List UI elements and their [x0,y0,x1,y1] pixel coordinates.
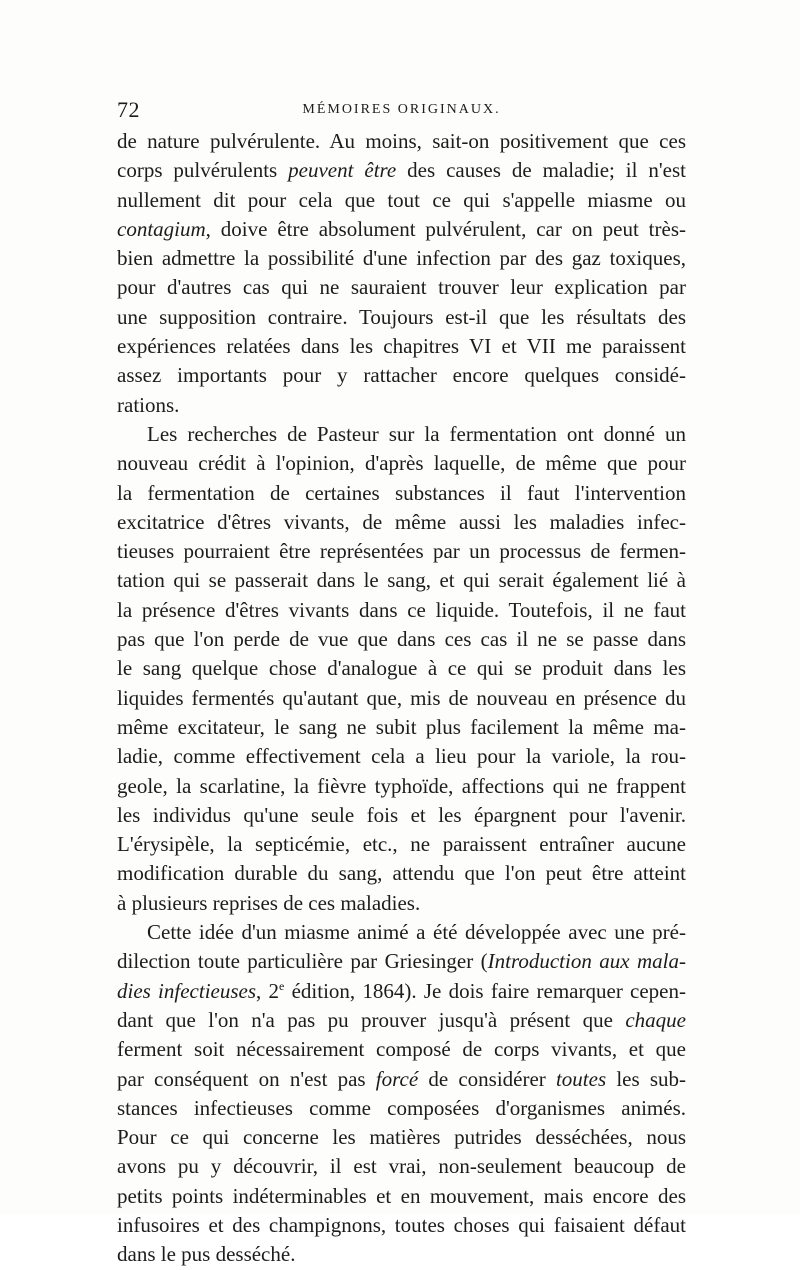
text-segment: assez importants pour y rattacher encore quelques considé- [117,363,686,388]
text-line [117,566,686,595]
text-line [117,801,686,830]
text-line [117,244,686,273]
text-line [117,215,686,244]
text-segment: le sang quelque chose d'analogue à ce qui se produit dans les [117,656,686,681]
text-segment: ladie, comme effectivement cela a lieu pour la variole, la rou- [117,744,686,769]
text-line [117,303,686,332]
text-line [117,479,686,508]
text-segment: dans le pus desséché. [117,1242,296,1267]
text-line [117,654,686,683]
text-line [117,332,686,361]
text-line [117,830,686,859]
text-segment: avons pu y découvrir, il est vrai, non-seulement beaucoup de [117,1154,686,1179]
text-line [117,156,686,185]
text-line [117,273,686,302]
text-segment: de nature pulvérulente. Au moins, sait-on positivement que ces [117,129,686,153]
text-line [117,1094,686,1123]
text-line [117,127,686,156]
text-segment: dant que l'on n'a pas pu prouver jusqu'à présent que [117,1007,626,1032]
text-line [117,1035,686,1064]
text-segment: de considérer [418,1066,556,1091]
text-line [117,1240,686,1269]
text-segment: ferment soit nécessairement composé de corps vivants, et que [117,1037,686,1062]
text-segment: expériences relatées dans les chapitres VI et VII me paraissent [117,334,686,359]
text-segment: corps pulvérulents [117,158,289,183]
text-segment: Pour ce qui concerne les matières putrides desséchées, nous [117,1125,686,1150]
text-line [117,1211,686,1240]
text-line [117,596,686,625]
text-segment: tieuses pourraient être représentées par un processus de fermen- [117,539,686,564]
text-segment: petits points indéterminables et en mouvement, mais encore des [117,1183,686,1208]
text-segment: des causes de maladie; il n'est [396,158,687,183]
italic-text: forcé [375,1066,419,1091]
running-title: MÉMOIRES ORIGINAUX. [302,102,501,117]
text-line [117,420,686,449]
text-segment: nouveau crédit à l'opinion, d'après laquelle, de même que pour [117,451,686,476]
text-segment: geole, la scarlatine, la fièvre typhoïde, affections qui ne frappent [117,773,686,798]
text-line [117,1065,686,1094]
text-line [117,889,686,918]
text-line [117,186,686,215]
text-line [117,1006,686,1035]
text-segment: les sub- [606,1066,686,1091]
text-segment: Cette idée d'un miasme animé a été développée avec une pré- [147,920,686,945]
italic-text: Introduction aux mala- [487,949,686,974]
text-segment: dilection toute particulière par Griesinger ( [117,949,488,974]
text-line [117,684,686,713]
text-line [117,742,686,771]
text-line [117,947,686,976]
running-head [117,96,686,124]
text-line [117,391,686,420]
text-line [117,1182,686,1211]
text-segment: édition, 1864). Je dois faire remarquer cepen- [284,978,686,1003]
text-segment: stances infectieuses comme composées d'organismes animés. [117,1095,686,1120]
text-segment: excitatrice d'êtres vivants, de même aussi les maladies infec- [117,509,686,534]
text-segment: L'érysipèle, la septicémie, etc., ne paraissent entraîner aucune [117,832,686,857]
text-segment: nullement dit pour cela que tout ce qui s'appelle miasme ou [117,187,686,212]
italic-text: peuvent être [288,158,397,183]
italic-text: dies infectieuses [117,978,257,1003]
text-segment: modification durable du sang, attendu que l'on peut être atteint [117,861,686,886]
text-line [117,772,686,801]
text-segment: même excitateur, le sang ne subit plus facilement la même ma- [117,714,686,739]
italic-text: contagium [117,216,206,241]
text-segment: une supposition contraire. Toujours est-il que les résultats des [117,304,686,329]
body-text [117,127,686,1270]
text-segment: pour d'autres cas qui ne sauraient trouver leur explication par [117,275,686,300]
text-line [117,713,686,742]
text-line [117,859,686,888]
text-line [117,1123,686,1152]
text-segment: la fermentation de certaines substances il faut l'intervention [117,480,686,505]
text-segment: rations. [117,392,180,417]
text-segment: infusoires et des champignons, toutes choses qui faisaient défaut [117,1212,686,1237]
text-segment: la présence d'êtres vivants dans ce liquide. Toutefois, il ne faut [117,597,686,622]
text-line [117,1152,686,1181]
text-segment: les individus qu'une seule fois et les épargnent pour l'avenir. [117,802,686,827]
text-line [117,918,686,947]
text-segment: Les recherches de Pasteur sur la fermentation ont donné un [147,421,686,446]
text-line [117,537,686,566]
text-line [117,508,686,537]
italic-text: toutes [555,1066,607,1091]
superscript-text: e [279,978,285,993]
text-segment: bien admettre la possibilité d'une infection par des gaz toxiques, [117,246,686,271]
text-line [117,449,686,478]
text-segment: tation qui se passerait dans le sang, et qui serait également lié à [117,568,686,593]
text-segment: à plusieurs reprises de ces maladies. [117,890,421,915]
text-line [117,361,686,390]
text-segment: , 2 [256,978,280,1003]
italic-text: chaque [625,1007,686,1032]
text-line [117,977,686,1006]
text-segment: par conséquent on n'est pas [117,1066,376,1091]
text-line [117,625,686,654]
text-segment: , doive être absolument pulvérulent, car on peut très- [205,216,686,241]
page-number: 72 [117,97,140,122]
text-segment: pas que l'on perde de vue que dans ces cas il ne se passe dans [117,627,686,652]
text-segment: liquides fermentés qu'autant que, mis de nouveau en présence du [117,685,686,710]
